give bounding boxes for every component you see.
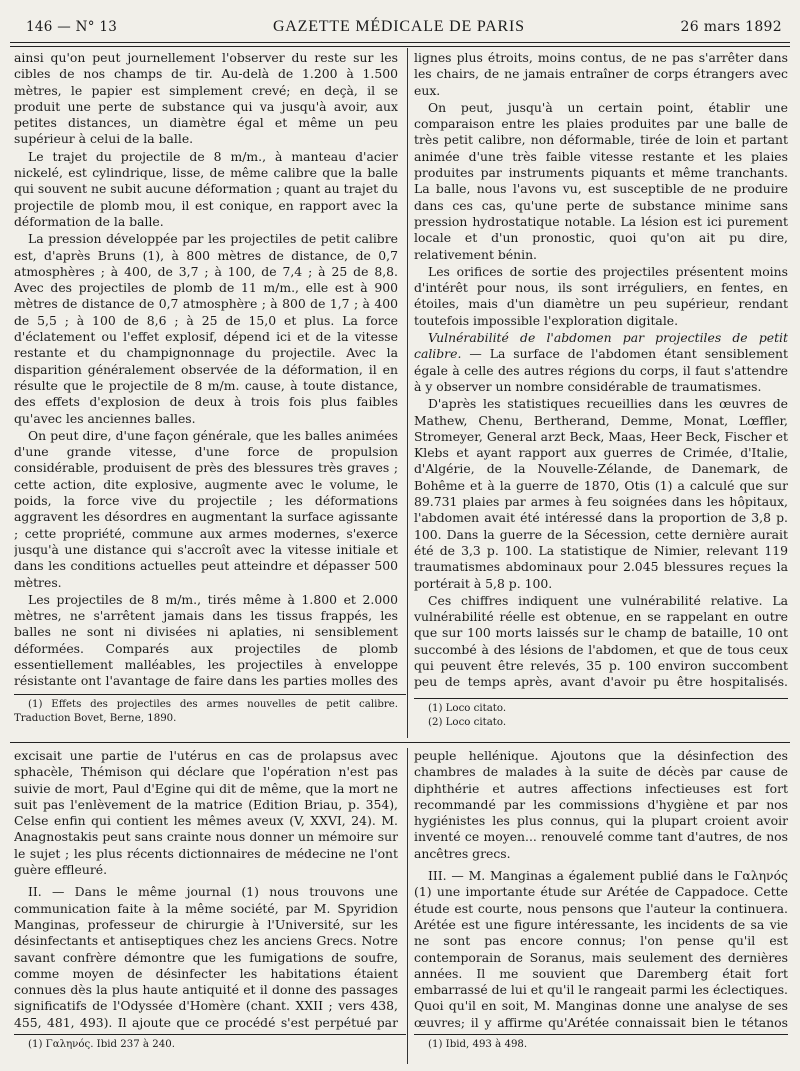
paragraph: ainsi qu'on peut journellement l'observer du reste sur les cibles de nos champs de tir. Au-delà de 1.200 à 1.500 mètres, le papier est simplement crevé; en deçà, il se produit une perte de substance qui va jusqu'à avoir, aux petites distances, un diamètre égal et même un peu supérieur à celui de la balle.	[14, 50, 398, 147]
footnote-text: (1) Γαληνός. Ibid 237 à 240.	[28, 1039, 175, 1050]
paragraph: Les orifices de sortie des projectiles présentent moins d'intérêt pour nous, ils sont irréguliers, en fentes, en étoiles, mais d'un diamètre un peu supérieur, rendant toutefois impossible l'exploration digitale.	[414, 263, 788, 328]
paragraph: On peut, jusqu'à un certain point, établir une comparaison entre les plaies produites par une balle de très petit calibre, non déformable, tirée de loin et partant animée d'une très faible vitesse restante et les plaies produites par instruments piquants et même tranchants. La balle, nous l'avons vu, est susceptible de ne produire dans ces cas, qu'une perte de substance minime sans pression hydrostatique notable. La lésion est ici purement locale et d'un pronostic, quoi qu'on ait pu dire, relativement bénin.	[414, 99, 788, 262]
paragraph: excisait une partie de l'utérus en cas de prolapsus avec sphacèle, Thémison qui déclare que l'opération n'est pas suivie de mort, Paul d'Egine qui dit de même, que la mort ne suit pas l'enlèvement de la matrice (Edition Briau, p. 354), Celse enfin qui contient les mêmes aveux (V, XXVI, 24). M. Anagnostakis peut sans crainte nous donner un mémoire sur le sujet ; les plus récents dictionnaires de médecine ne l'ont guère effleuré.	[14, 748, 398, 878]
paragraph: Le trajet du projectile de 8 m/m., à manteau d'acier nickelé, est cylindrique, lisse, de même calibre que la balle qui souvent ne subit aucune déformation ; quant au trajet du projectile de plomb mou, il est conique, en rapport avec la déformation de la balle.	[14, 148, 398, 229]
top-left-column	[14, 50, 398, 690]
bottom-left-column	[14, 748, 398, 1030]
paragraph: III. — M. Manginas a également publié dans le Γαληνός (1) une importante étude sur Arétée de Cappadoce. Cette étude est courte, nous pensons que l'auteur la continuera. Arétée est une figure intéressante, les incidents de sa vie ne sont pas encore connus; l'on pense qu'il est contemporain de Soranus, mais seulement des dernières années. Il me souvient que Daremberg était fort embarrassé de lui et qu'il le rangeait parmi les éclectiques. Quoi qu'il en soit, M. Manginas donne une analyse de ses œuvres; il y affirme qu'Arétée connaissait bien le tétanos	[414, 868, 788, 1030]
footnote	[14, 1038, 398, 1056]
footnote-rule	[14, 1034, 406, 1035]
journal-title: GAZETTE MÉDICALE DE PARIS	[272, 18, 525, 35]
page-number: 146 — N° 13	[26, 19, 118, 35]
section-subhead: Vulnérabilité de l'abdomen par projectiles de petit calibre.	[414, 330, 788, 362]
footnote-rule	[414, 1034, 788, 1035]
paragraph: On peut dire, d'une façon générale, que les balles animées d'une grande vitesse, d'une force de propulsion considérable, produisent de près des blessures très graves ; cette action, dite explosive, augmente avec le volume, le poids, la force vive du projectile ; les déformations aggravent les désordres en augmentant la surface agissante ; cette propriété, commune aux armes modernes, s'exerce jusqu'à une distance qui s'accroît avec la vitesse initiale et dans les conditions actuelles peut atteindre et dépasser 500 mètres.	[14, 427, 398, 590]
paragraph: La pression développée par les projectiles de petit calibre est, d'après Bruns (1), à 800 mètres de distance, de 0,7 atmosphères ; à 400, de 3,7 ; à 100, de 7,4 ; à 25 de 8,8. Avec des projectiles de plomb de 11 m/m., elle est à 900 mètres de distance de 0,7 atmosphère ; à 800 de 1,7 ; à 400 de 5,5 ; à 100 de 8,6 ; à 25 de 15,0 et plus. La force d'éclatement ou l'effet explosif, dépend ici et de la vitesse restante et du champignonnage du projectile. Avec la disparition généralement observée de la déformation, il en résulte que le projectile de 8 m/m. cause, à toute distance, des effets d'explosion de deux à trois fois plus faibles qu'avec les anciennes balles.	[14, 231, 398, 426]
footnote-rule	[414, 698, 788, 699]
column-divider	[407, 48, 408, 738]
paragraph: peuple hellénique. Ajoutons que la désinfection des chambres de malades à la suite de décès par cause de diphthérie et autres affections infectieuses est fort recommandé par les commissions d'hygiène et par nos hygiénistes les plus connus, qui la plupart croient avoir inventé ce moyen... renouvelé comme tant d'autres, de nos ancêtres grecs.	[414, 748, 788, 861]
paragraph: Les projectiles de 8 m/m., tirés même à 1.800 et 2.000 mètres, ne s'arrêtent jamais dans les tissus frappés, les balles ne sont ni divisées ni aplaties, ni sensiblement déformées. Comparés aux projectiles de plomb essentiellement malléables, les projectiles à enveloppe résistante ont l'avantage de faire dans les parties molles des	[14, 591, 398, 689]
paragraph: II. — Dans le même journal (1) nous trouvons une communication faite à la même société, par M. Spyridion Manginas, professeur de chirurgie à l'Université, sur les désinfectants et antiseptiques chez les anciens Grecs. Notre savant confrère démontre que les fumigations de soufre, comme moyen de désinfecter les habitations étaient connues dès la plus haute antiquité et il donne des passages significatifs de l'Odyssée d'Homère (chant. XXII ; vers 438, 455, 481, 493). Il ajoute que ce procédé s'est perpétué par	[14, 884, 398, 1030]
footnote-text: (1) Ibid, 493 à 498.	[428, 1039, 528, 1050]
bottom-right-column	[414, 748, 788, 1030]
footnote	[14, 698, 398, 732]
footnote-rule	[14, 694, 406, 695]
paragraph: Ces chiffres indiquent une vulnérabilité relative. La vulnérabilité réelle est obtenue, en se rappelant en outre que sur 100 morts laissés sur le champ de bataille, 10 ont succombé à des lésions de l'abdomen, et que de tous ceux qui peuvent être relevés, 35 p. 100 environ succombent peu de temps après, avant d'avoir pu être hospitalisés.	[414, 592, 788, 690]
paragraph: D'après les statistiques recueillies dans les œuvres de Mathew, Chenu, Bertherand, Demme, Monat, Lœffler, Stromeyer, General arzt Beck, Maas, Heer Beck, Fischer et Klebs et ayant rapport aux guerres de Crimée, d'Italie, d'Algérie, de la Nouvelle-Zélande, de Danemark, de Bohême et à la guerre de 1870, Otis (1) a calculé que sur 89.731 plaies par armes à feu soignées dans les hôpitaux, l'abdomen avait été intéressé dans la proportion de 3,8 p. 100. Dans la guerre de la Sécession, cette dernière aurait été de 3,3 p. 100. La statistique de Nimier, relevant 119 traumatismes abdominaux pour 2.045 blessures reçues la portérait à 5,8 p. 100.	[414, 396, 788, 591]
issue-date: 26 mars 1892	[680, 19, 782, 35]
top-right-column	[414, 50, 788, 690]
section-text: — La surface de l'abdomen étant sensiblement égale à celle des autres régions du corps, il faut s'attendre à y observer un nombre considérable de traumatismes.	[414, 346, 788, 394]
header-rule-thin	[10, 46, 790, 47]
footnote-text: (2) Loco citato.	[428, 716, 507, 728]
footnotes	[414, 702, 788, 734]
footnote-text: (1) Loco citato.	[428, 703, 507, 714]
column-divider	[407, 748, 408, 1064]
footnote-text: (1) Effets des projectiles des armes nouvelles de petit calibre. Traduction Bovet, Berne, 1890.	[14, 699, 398, 724]
section-paragraph	[414, 330, 788, 395]
page-header	[26, 14, 782, 40]
footnote	[414, 1038, 788, 1056]
paragraph: lignes plus étroits, moins contus, de ne pas s'arrêter dans les chairs, de ne jamais entraîner de corps étrangers avec eux.	[414, 50, 788, 98]
header-rule	[10, 42, 790, 43]
section-rule	[10, 742, 790, 743]
